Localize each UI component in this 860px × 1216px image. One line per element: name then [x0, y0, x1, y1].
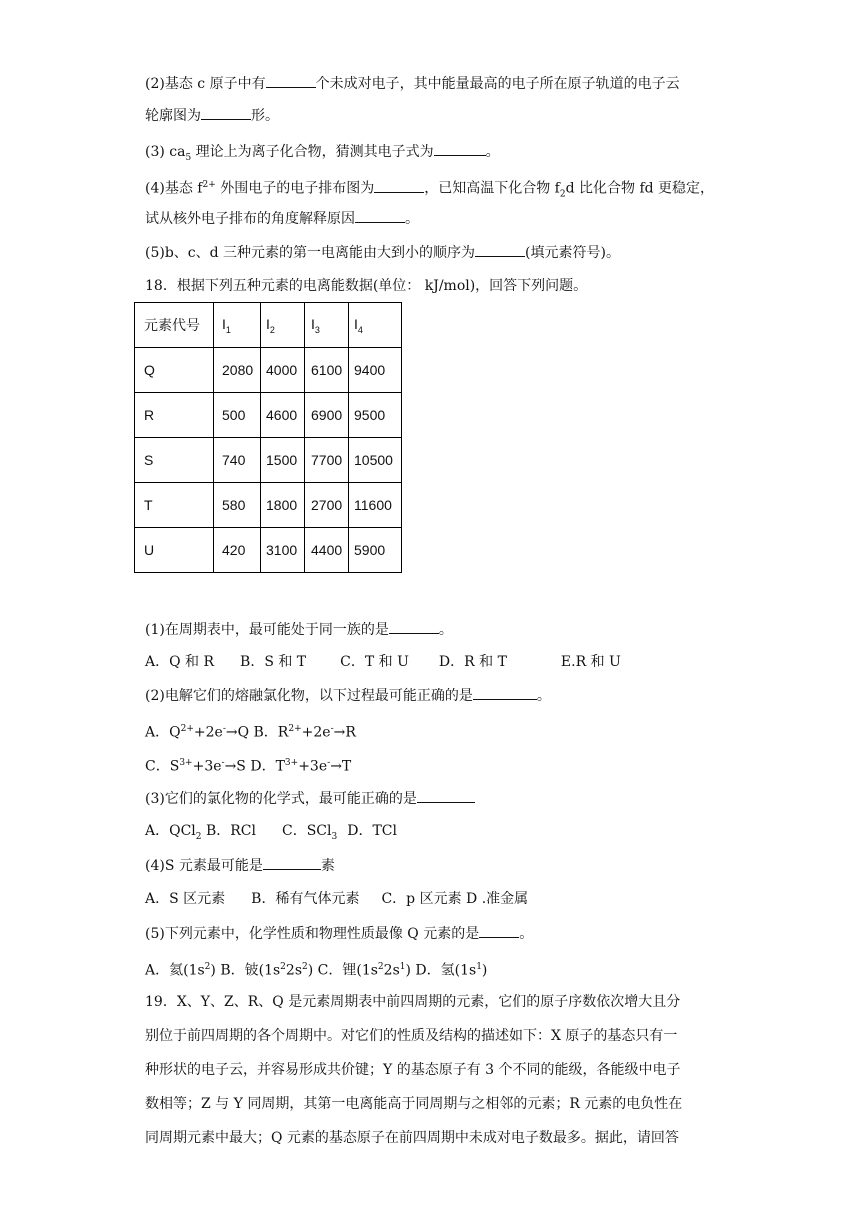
answer-blank[interactable] [374, 179, 424, 193]
q19-line: 同周期元素中最大；Q 元素的基态原子在前四周期中未成对电子数最多。据此，请回答 [145, 1130, 679, 1146]
table-cell: R [135, 393, 214, 438]
table-cell: 420 [214, 528, 261, 573]
table-cell: 4400 [305, 528, 349, 573]
q17-part2-line1: (2)基态 c 原子中有 个未成对电子，其中能量最高的电子所在原子轨道的电子云 [145, 76, 680, 92]
table-cell: S [135, 438, 214, 483]
q18-sub1-options [145, 653, 621, 671]
q18-sub1-question: (1)在周期表中，最可能处于同一族的是 。 [145, 622, 453, 638]
q18-intro: 18．根据下列五种元素的电离能数据(单位： kJ/mol)，回答下列问题。 [145, 278, 588, 294]
q18-sub3-question: (3)它们的氯化物的化学式，最可能正确的是 [145, 789, 475, 808]
option-e[interactable]: E.R 和 U [560, 654, 621, 670]
table-cell: 3100 [261, 528, 305, 573]
q18-sub2-options-cd: C．$S^{3+}+3e^-\to S$ D．$T^{3+}+3e^-\to T$ [145, 758, 352, 775]
option-d[interactable]: D．R 和 T [438, 654, 507, 670]
table-row [135, 393, 402, 438]
table-header-row [135, 303, 402, 348]
answer-blank[interactable] [355, 209, 405, 223]
table-cell: 9500 [349, 393, 402, 438]
table-cell: 4600 [261, 393, 305, 438]
table-cell: 2700 [305, 483, 349, 528]
q18-sub2-question: (2)电解它们的熔融氯化物，以下过程最可能正确的是 。 [145, 688, 551, 704]
table-header-cell: $I_4$ [349, 303, 402, 348]
option-a[interactable]: A．Q 和 R [145, 654, 215, 670]
table-cell: 9400 [349, 348, 402, 393]
answer-blank[interactable] [473, 686, 537, 700]
answer-blank[interactable] [389, 620, 439, 634]
q18-sub5-question: (5)下列元素中，化学性质和物理性质最像 Q 元素的是 。 [145, 926, 534, 942]
table-cell: 6900 [305, 393, 349, 438]
q19-line: 数相等；Z 与 Y 同周期，其第一电离能高于同周期与之相邻的元素；R 元素的电负性在 [145, 1096, 683, 1112]
q18-sub2-options-ab: A．$Q^{2+}+2e^-\to Q$ B．$R^{2+}+2e^-\to R$ [145, 724, 356, 741]
q18-sub4-question: (4)S 元素最可能是 素 [145, 858, 335, 874]
table-cell: T [135, 483, 214, 528]
answer-blank[interactable] [434, 142, 486, 156]
answer-blank[interactable] [417, 789, 475, 803]
table-row [135, 348, 402, 393]
table-header-cell: $I_1$ [214, 303, 261, 348]
table-cell: 740 [214, 438, 261, 483]
table-cell: Q [135, 348, 214, 393]
table-cell: 7700 [305, 438, 349, 483]
q19-line: 别位于前四周期的各个周期中。对它们的性质及结构的描述如下：X 原子的基态只有一 [145, 1028, 678, 1044]
table-cell: 500 [214, 393, 261, 438]
answer-blank[interactable] [475, 243, 525, 257]
q17-part3: (3) $ca_5$ 理论上为离子化合物，猜测其电子式为 。 [145, 144, 500, 163]
q17-part4-line1: (4)基态 $f^{2+}$ 外围电子的电子排布图为 ，已知高温下化合物 $f_2d$ 比化合物 fd 更稳定， [145, 180, 715, 200]
table-cell: 1500 [261, 438, 305, 483]
table-row [135, 528, 402, 573]
table-header-cell: 元素代号 [135, 303, 214, 348]
table-cell: 580 [214, 483, 261, 528]
table-cell: U [135, 528, 214, 573]
option-c[interactable]: C．T 和 U [340, 654, 409, 670]
q19-line: 种形状的电子云，并容易形成共价键；Y 的基态原子有 3 个不同的能级，各能级中电子 [145, 1062, 681, 1078]
ionization-energy-table [134, 302, 402, 573]
q18-sub3-options: A．QCl$_2$ B．RCl C．SCl$_3$ D．TCl [145, 823, 397, 842]
table-header-cell: $I_3$ [305, 303, 349, 348]
table-cell: 1800 [261, 483, 305, 528]
q19-line: 19．X、Y、Z、R、Q 是元素周期表中前四周期的元素，它们的原子序数依次增大且分 [145, 994, 681, 1010]
q18-sub4-options: A．S 区元素 B．稀有气体元素 C．p 区元素 D .准金属 [145, 891, 529, 907]
table-row [135, 483, 402, 528]
table-cell: 2080 [214, 348, 261, 393]
table-header-cell: $I_2$ [261, 303, 305, 348]
table-cell: 4000 [261, 348, 305, 393]
option-b[interactable]: B．S 和 T [240, 654, 307, 670]
q18-sub5-options: A．氦$(1s^2)$ B．铍$(1s^22s^2)$ C．锂$(1s^22s^1)$ D．氢$(1s^1)$ [145, 962, 488, 979]
table-cell: 6100 [305, 348, 349, 393]
answer-blank[interactable] [201, 106, 251, 120]
answer-blank[interactable] [266, 74, 316, 88]
q17-part5: (5)b、c、d 三种元素的第一电离能由大到小的顺序为 (填元素符号)。 [145, 245, 620, 261]
answer-blank[interactable] [263, 856, 321, 870]
table-cell: 5900 [349, 528, 402, 573]
table-row [135, 438, 402, 483]
answer-blank[interactable] [479, 924, 519, 938]
table-cell: 10500 [349, 438, 402, 483]
q17-part4-line2: 试从核外电子排布的角度解释原因 。 [145, 211, 419, 227]
table-cell: 11600 [349, 483, 402, 528]
q17-part2-line2: 轮廓图为 形。 [145, 108, 279, 124]
